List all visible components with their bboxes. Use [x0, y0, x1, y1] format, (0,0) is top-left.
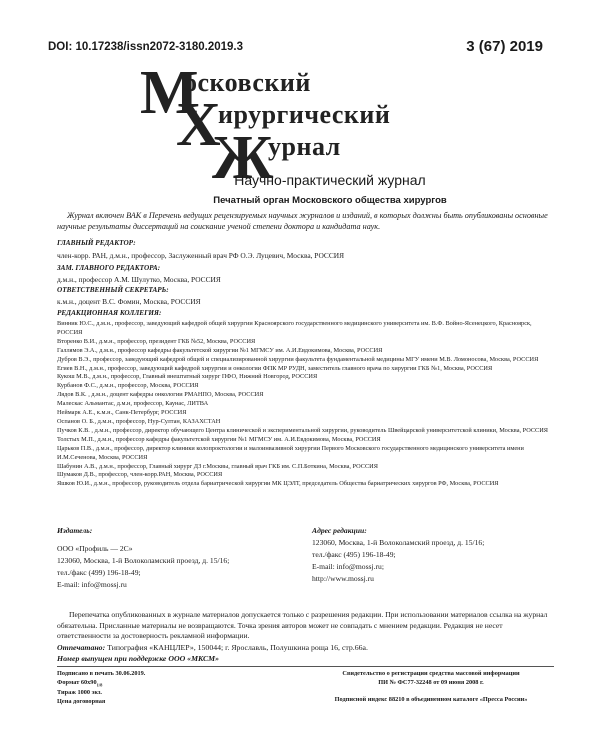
issue-number: 3 (67) 2019 — [466, 38, 543, 55]
registration-number: ПИ № ФС77-32248 от 09 июня 2008 г. — [378, 678, 484, 686]
deputy-text: д.м.н., профессор А.М. Шулутко, Москва, РОССИЯ — [57, 275, 221, 284]
doi-label: DOI: 10.17238/issn2072-3180.2019.3 — [48, 41, 244, 53]
editorial-office-website[interactable]: http://www.mossj.ru — [312, 574, 374, 583]
board-member: Галлямов Э.А., д.м.н., профессор кафедры факультетской хирургии №1 МГМСУ им. А.И.Евдокимова, Москва, РОССИЯ — [57, 346, 383, 354]
reprint-notice: Перепечатка опубликованных в журнале материалов допускается только с разрешения редакции. При использовании материалов ссылка на журнал обязательна. Присланные материалы не возвращаются. Точка зрения авторов может не совпадать с мнением редакции. Редакция не несет ответственности за достоверность рекламной информации. — [57, 610, 548, 641]
subscription-index: Подписной индекс 88210 в объединенном каталоге «Пресса России» — [334, 695, 528, 703]
printed-by — [57, 643, 554, 652]
format-fraction: 1/8 — [96, 681, 103, 687]
board-member: Кукош М.В., д.м.н., профессор, Главный внештатный хирург ПФО, Нижний Новгород, РОССИЯ — [57, 373, 318, 381]
editor-heading: ГЛАВНЫЙ РЕДАКТОР: — [57, 239, 136, 247]
logo-word-khirurgichesky: ирургический — [218, 100, 391, 129]
logo-capital-zh: Ж — [212, 124, 274, 192]
publisher-email[interactable]: E-mail: info@mossj.ru — [57, 580, 127, 589]
board-member: Царьков П.В., д.м.н., профессор, директор клиники колопроктологии и малоинвазивной хирургии Первого Московского государственного медицинского университета имени И.М.Сеченова, Москва, РОССИЯ — [57, 444, 524, 461]
logo-word-moskovsky: осковский — [184, 68, 311, 97]
board-member: Вторенко В.И., д.м.н., профессор, президент ГКБ №52, Москва, РОССИЯ — [57, 337, 256, 345]
editorial-office-block — [312, 525, 552, 585]
logo-word-zhurnal: урнал — [268, 132, 341, 161]
editorial-office-heading: Адрес редакции: — [312, 526, 367, 535]
editor-text: член-корр. РАН, д.м.н., профессор, Заслуженный врач РФ О.Э. Луцевич, Москва, РОССИЯ — [57, 251, 345, 260]
board-member: Яшков Ю.И., д.м.н., профессор, руководитель отдела бариатрической хирургии МК ЦЭЛТ, председатель Общества бариатрических хирургов РФ, Москва, РОССИЯ — [57, 480, 499, 488]
registration-details — [308, 670, 554, 704]
board-heading: РЕДАКЦИОННАЯ КОЛЛЕГИЯ: — [57, 309, 162, 317]
board-member: Малескас Альмантас, д.м.н, профессор, Каунас, ЛИТВА — [57, 400, 209, 408]
publisher-heading: Издатель: — [57, 526, 93, 535]
board-member: Неймарк А.Е., к.м.н., Санк-Петербург, РОССИЯ — [57, 409, 187, 417]
divider — [57, 666, 554, 667]
registration-line: Свидетельство о регистрации средства массовой информации — [342, 670, 520, 677]
board-member: Лядов В.К. , д.м.н., доцент кафедры онкологии РМАНПО, Москва, РОССИЯ — [57, 391, 264, 399]
board-member: Пучков К.В. , д.м.н., профессор, директор обучающего Центра клинической и экспериментальной хирургии, руководитель Швейцарской университетской клиники, Москва, РОССИЯ — [57, 426, 548, 434]
secretary-heading: ОТВЕТСТВЕННЫЙ СЕКРЕТАРЬ: — [57, 286, 169, 294]
printed-label: Отпечатано: — [57, 643, 106, 652]
vak-statement: Журнал включен ВАК в Перечень ведущих рецензируемых научных журналов и изданий, в которых должны быть опубликованы основные научные результаты диссертаций на соискание ученой степени доктора и кандидата наук. — [57, 211, 548, 231]
deputy-heading: ЗАМ. ГЛАВНОГО РЕДАКТОРА: — [57, 264, 161, 272]
board-member: Толстых М.П., д.м.н., профессор кафедры факультетской хирургии №1 МГМСУ им. А.И.Евдокимова, Москва, РОССИЯ — [57, 435, 381, 443]
board-member: Оспанов О. Б., д.м.н., профессор, Нур-Султан, КАЗАХСТАН — [57, 417, 221, 425]
price: Цена договорная — [57, 698, 106, 706]
editorial-office-line: 123060, Москва, 1-й Волоколамский проезд, д. 15/16; — [312, 538, 485, 547]
journal-organ-line: Печатный орган Московского общества хирургов — [213, 195, 447, 206]
signed-date: Подписано в печать 30.06.2019. — [57, 670, 146, 677]
journal-subtitle: Научно-практический журнал — [234, 172, 426, 188]
board-member: Шабунин А.В., д.м.н., профессор, Главный хирург ДЗ г.Москвы, главный врач ГКБ им. С.П.Боткина, Москва, РОССИЯ — [57, 462, 378, 470]
circulation: Тираж 1000 экз. — [57, 689, 103, 697]
editorial-office-email[interactable]: E-mail: info@mossj.ru; — [312, 562, 384, 571]
editorial-board-list — [57, 320, 554, 489]
publisher-line: ООО «Профиль — 2С» — [57, 544, 133, 553]
publisher-block — [57, 525, 297, 591]
publisher-line: тел./факс (499) 196-18-49; — [57, 568, 141, 577]
board-member: Дубров В.Э., профессор, заведующий кафедрой общей и специализированной хирургии факультета фундаментальной медицины МГУ имени М.В. Ломоносова, Москва, РОССИЯ — [57, 355, 539, 363]
board-member: Винник Ю.С., д.м.н., профессор, заведующий кафедрой общей хирургии Красноярского государственного медицинского университета им. В.Ф. Войно-Ясенецкого, Красноярск, РОССИЯ — [57, 320, 532, 336]
editorial-office-line: тел./факс (495) 196-18-49; — [312, 550, 396, 559]
publisher-line: 123060, Москва, 1-й Волоколамский проезд, д. 15/16; — [57, 556, 230, 565]
printed-text: Типография «КАНЦЛЕР», 150044; г. Ярославль, Полушкина роща 16, стр.66а. — [107, 643, 368, 652]
board-member: Шумаков Д.В., профессор, член-корр.РАН, Москва, РОССИЯ — [57, 471, 223, 479]
logo-capital-kh: Х — [176, 91, 221, 159]
format-line: Формат $60х90_{1/8}$ — [57, 678, 103, 687]
secretary-text: к.м.н., доцент В.С. Фомин, Москва, РОССИЯ — [57, 297, 201, 306]
board-member: Егиев В.Н., д.м.н., профессор, заведующий кафедрой хирургии и онкологии ФПК МР РУДН, заместитель главного врача по хирургии ГКБ №1, Москва, РОССИЯ — [57, 364, 493, 372]
logo-capital-m: М — [140, 59, 199, 127]
spacer — [308, 687, 554, 696]
print-details — [57, 670, 257, 707]
support-note: Номер выпущен при поддержке ООО «МКСМ» — [57, 654, 219, 663]
board-member: Курбанов Ф.С., д.м.н., профессор, Москва, РОССИЯ — [57, 382, 199, 390]
